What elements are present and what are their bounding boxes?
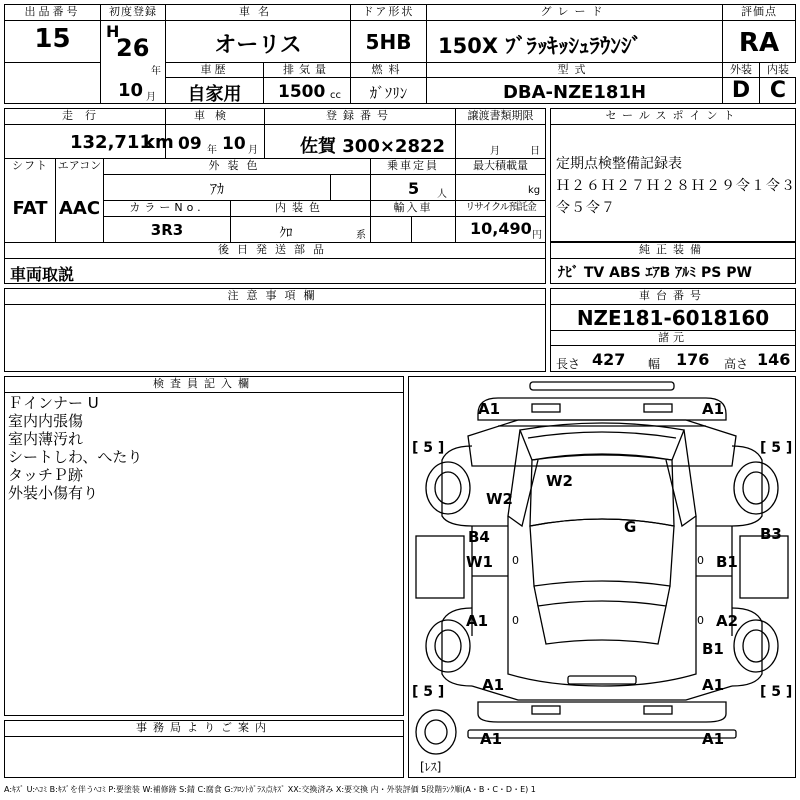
mark-a2: A2 (716, 612, 739, 630)
car-name: オーリス (214, 33, 302, 58)
length-value: 427 (592, 350, 626, 369)
tire-rear-right: [ 5 ] (760, 684, 793, 700)
capacity-unit: 人 (437, 189, 447, 200)
int-color-unit: 系 (356, 230, 366, 241)
zero-mark: 0 (697, 554, 704, 567)
chassis-number: NZE181-6018160 (576, 306, 770, 330)
lot-label: 出品番号 (5, 5, 100, 19)
load-unit: kg (528, 185, 541, 196)
height-value: 146 (757, 350, 791, 369)
shift-label: シフト (5, 159, 55, 173)
mileage-value: 132,711 (70, 132, 152, 153)
equipment-label: 純正装備 (551, 243, 795, 257)
inspection-label: 車検 (166, 109, 264, 123)
int-color-label: 内装色 (231, 201, 370, 215)
mark-b4: B4 (468, 528, 490, 546)
recycle-value: 10,490 (470, 219, 532, 238)
mark-g: G (624, 518, 637, 536)
transfer-label: 譲渡書類期限 (456, 109, 545, 123)
office-label: 事務局よりご案内 (5, 721, 403, 735)
length-label: 長さ (556, 357, 581, 371)
mark-a1-top-right: A1 (702, 400, 725, 418)
month-unit: 月 (146, 92, 156, 103)
grade-value: 150X ﾌﾞﾗｯｷｯｼｭﾗｳﾝｼﾞ (438, 34, 642, 58)
displacement-value: 1500 (278, 82, 326, 102)
tire-front-left: [ 5 ] (412, 440, 445, 456)
color-label: 外装色 (104, 159, 370, 173)
lot-number: 15 (34, 24, 71, 54)
recycle-unit: 円 (532, 230, 542, 241)
fuel-label: 燃料 (351, 63, 426, 77)
exterior-label: 外装 (723, 63, 759, 77)
interior-label: 内装 (760, 63, 796, 77)
mark-b1-right: B1 (716, 553, 738, 571)
sales-line-2: Ｈ２６Ｈ２７Ｈ２８Ｈ２９令１令３ (556, 178, 796, 194)
mark-a1-lower-right: A1 (702, 676, 725, 694)
inspector-line: Ｆインナー U (8, 394, 99, 412)
load-label: 最大積載量 (456, 159, 545, 173)
year-unit: 年 (151, 66, 161, 77)
door-value: 5HB (365, 30, 412, 54)
sales-line-3: 令５令７ (556, 200, 616, 216)
inspection-year: 09 (178, 134, 202, 154)
mark-w1: W1 (466, 553, 493, 571)
inspector-notes (8, 394, 142, 502)
fuel-value: ｶﾞｿﾘﾝ (369, 84, 408, 102)
mark-w2-left: W2 (486, 490, 513, 508)
rating-label: 評価点 (723, 5, 795, 19)
ac-label: エアコン (57, 159, 102, 172)
first-reg-month: 10 (118, 80, 144, 101)
mark-a1-top-left: A1 (478, 400, 501, 418)
mark-a1-mid-left: A1 (466, 612, 489, 630)
zero-mark: 0 (697, 614, 704, 627)
height-label: 高さ (724, 357, 749, 371)
model-label: 型式 (427, 63, 722, 77)
import-label: 輸入車 (371, 201, 455, 215)
inspector-line: シートしわ、へたり (8, 448, 143, 466)
inspection-month-unit: 月 (248, 145, 258, 156)
capacity-value: 5 (408, 179, 420, 198)
mark-w2-top: W2 (546, 472, 573, 490)
inspector-line: 室内薄汚れ (8, 430, 84, 448)
later-parts-label: 後日発送部品 (5, 243, 545, 257)
rating-value: RA (738, 28, 780, 58)
mark-b1-lower: B1 (702, 640, 724, 658)
recycle-label: リサイクル預託金 (456, 201, 545, 215)
history-label: 車歴 (166, 63, 263, 77)
zero-mark: 0 (512, 614, 519, 627)
legend: A:ｷｽﾞ U:ﾍｺﾐ B:ｷｽﾞを伴うﾍｺﾐ P:要塗装 W:補修跡 S:錆 C:腐食 G:ﾌﾛﾝﾄｶﾞﾗｽ点ｷｽﾞ XX:交換済み X:要交換 内・外装評価 5段階ﾗﾝｸ順(A・B・C・D・E) 1 (4, 785, 536, 794)
history-value: 自家用 (187, 84, 242, 105)
reg-no-value: 佐賀 300×2822 (300, 136, 446, 157)
car-name-label: 車名 (166, 5, 350, 19)
transfer-month-unit: 月 (490, 146, 500, 157)
later-parts-value: 車両取説 (10, 265, 75, 284)
spare-tire-label: [ﾚｽ] (420, 760, 442, 774)
mark-a1-bottom-right: A1 (702, 730, 725, 748)
tire-front-right: [ 5 ] (760, 440, 793, 456)
width-label: 幅 (648, 357, 661, 371)
color-no-value: 3R3 (150, 221, 184, 239)
displacement-label: 排気量 (264, 63, 350, 77)
color-value: ｱｶ (210, 182, 224, 198)
door-label: ドア形状 (351, 5, 426, 19)
color-no-label: カラーNo. (104, 201, 230, 215)
mileage-label: 走行 (5, 109, 165, 123)
inspector-line: 室内内張傷 (8, 412, 84, 430)
mark-b3: B3 (760, 525, 782, 543)
width-value: 176 (676, 350, 710, 369)
interior-grade: C (769, 78, 787, 103)
inspector-line: 外装小傷有り (8, 484, 99, 502)
first-reg-era: H (106, 22, 120, 41)
notes-label: 注意事項欄 (5, 289, 545, 303)
sales-point-label: セールスポイント (551, 109, 795, 123)
grade-label: グレード (427, 5, 722, 19)
exterior-grade: D (731, 78, 751, 103)
dimensions-label: 諸元 (551, 331, 795, 345)
int-color-value: ｸﾛ (279, 226, 293, 241)
displacement-unit: cc (330, 90, 341, 101)
inspection-month: 10 (222, 134, 246, 154)
car-outline-diagram (408, 376, 796, 778)
reg-no-label: 登録番号 (265, 109, 455, 123)
chassis-label: 車台番号 (551, 289, 795, 303)
inspection-year-unit: 年 (207, 145, 217, 156)
first-reg-label: 初度登録 (101, 5, 165, 19)
transfer-day-unit: 日 (530, 146, 540, 157)
inspector-label: 検査員記入欄 (5, 377, 403, 391)
shift-value: FAT (12, 198, 48, 219)
zero-mark: 0 (512, 554, 519, 567)
capacity-label: 乗車定員 (371, 159, 455, 173)
sales-line-1: 定期点検整備記録表 (556, 156, 682, 172)
mark-a1-lower-left: A1 (482, 676, 505, 694)
model-value: DBA-NZE181H (502, 82, 647, 103)
equipment-value: ﾅﾋﾞ TV ABS ｴｱB ｱﾙﾐ PS PW (558, 265, 752, 281)
tire-rear-left: [ 5 ] (412, 684, 445, 700)
mileage-unit: km (143, 132, 174, 153)
mark-a1-bottom-left: A1 (480, 730, 503, 748)
first-reg-year: 26 (116, 34, 150, 62)
inspector-line: タッチＰ跡 (8, 466, 84, 484)
ac-value: AAC (58, 198, 101, 219)
